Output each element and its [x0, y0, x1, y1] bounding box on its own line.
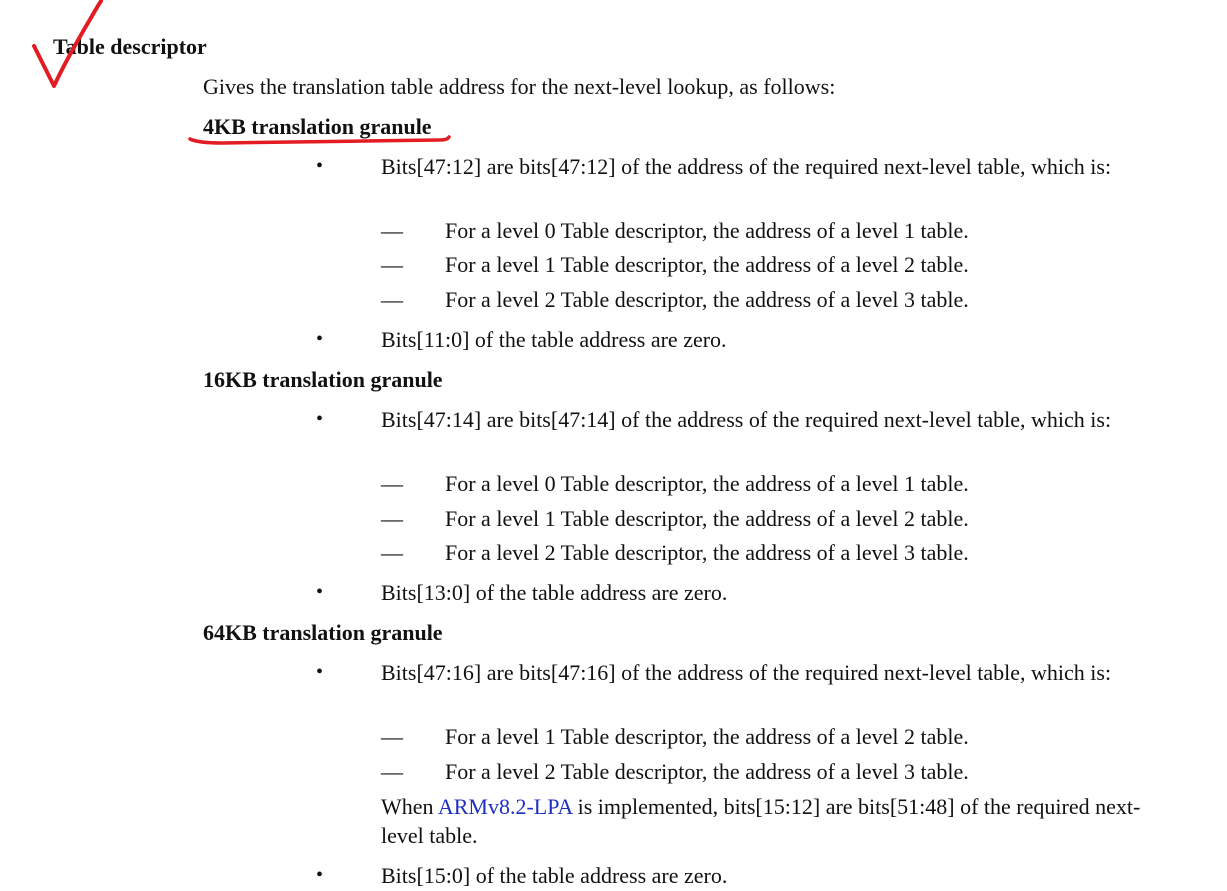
bullet-text: Bits[15:0] of the table address are zero.: [381, 863, 728, 888]
bullet-text: Bits[47:12] are bits[47:12] of the address of the required next-level table, which is:: [381, 154, 1112, 179]
note-suffix: is implemented, bits[15:12] are bits[51:48] of the required next-level table.: [381, 794, 1141, 848]
heading-4kb: 4KB translation granule: [203, 114, 432, 139]
list-item: For a level 1 Table descriptor, the address of a level 2 table.: [445, 724, 969, 749]
note-prefix: When: [381, 794, 434, 819]
section-title: Table descriptor: [53, 34, 207, 59]
bullet-text: Bits[13:0] of the table address are zero.: [381, 580, 728, 605]
dash-marker: —: [381, 506, 403, 531]
bullet-marker: •: [316, 581, 324, 603]
list-item: For a level 2 Table descriptor, the address of a level 3 table.: [445, 759, 969, 784]
dash-marker: —: [381, 759, 403, 784]
list-item: For a level 1 Table descriptor, the address of a level 2 table.: [445, 506, 969, 531]
bullet-text: Bits[47:16] are bits[47:16] of the address of the required next-level table, which is:: [381, 660, 1112, 685]
dash-marker: —: [381, 252, 403, 277]
list-item: For a level 2 Table descriptor, the address of a level 3 table.: [445, 287, 969, 312]
bullet-text: Bits[11:0] of the table address are zero.: [381, 327, 727, 352]
bullet-marker: •: [316, 328, 324, 350]
list-item: For a level 1 Table descriptor, the address of a level 2 table.: [445, 252, 969, 277]
dash-marker: —: [381, 540, 403, 565]
bullet-text: Bits[47:14] are bits[47:14] of the address of the required next-level table, which is:: [381, 407, 1112, 432]
dash-marker: —: [381, 218, 403, 243]
bullet-marker: •: [316, 864, 324, 886]
bullet-marker: •: [316, 155, 324, 177]
lpa-note: [381, 792, 1156, 850]
bullet-marker: •: [316, 408, 324, 430]
heading-16kb: 16KB translation granule: [203, 367, 443, 392]
list-item: For a level 2 Table descriptor, the address of a level 3 table.: [445, 540, 969, 565]
armv8-lpa-link[interactable]: ARMv8.2-LPA: [437, 794, 573, 819]
intro-text: Gives the translation table address for the next-level lookup, as follows:: [203, 74, 836, 99]
dash-marker: —: [381, 287, 403, 312]
dash-marker: —: [381, 471, 403, 496]
list-item: For a level 0 Table descriptor, the address of a level 1 table.: [445, 471, 969, 496]
dash-marker: —: [381, 724, 403, 749]
bullet-marker: •: [316, 661, 324, 683]
list-item: For a level 0 Table descriptor, the address of a level 1 table.: [445, 218, 969, 243]
heading-64kb: 64KB translation granule: [203, 620, 443, 645]
